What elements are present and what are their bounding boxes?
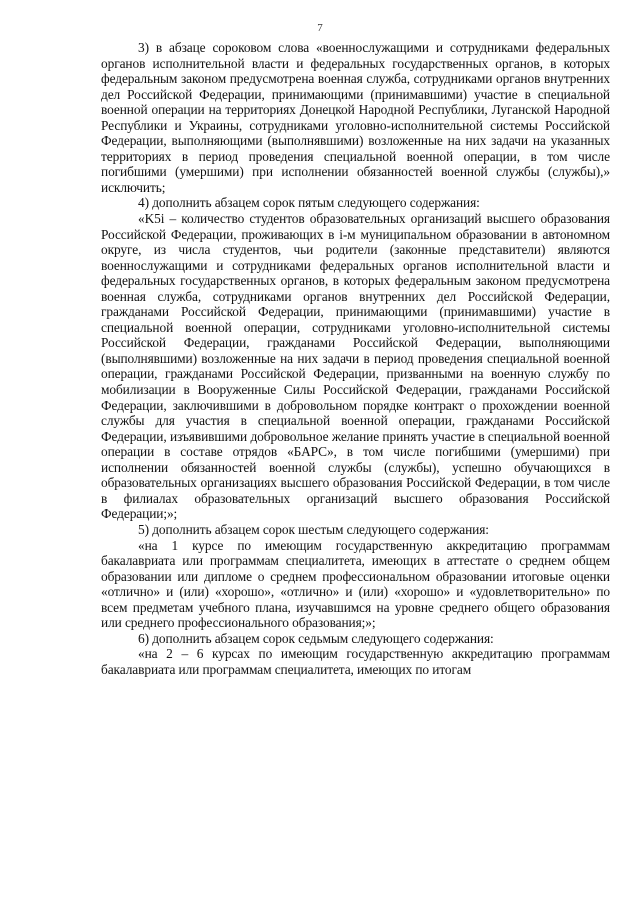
paragraph-item-5-intro: 5) дополнить абзацем сорок шестым следующего содержания: bbox=[138, 521, 489, 537]
paragraph-item-4-intro: 4) дополнить абзацем сорок пятым следующего содержания: bbox=[138, 195, 480, 211]
paragraph-k5i-definition: «K5i – количество студентов образовательных организаций высшего образования Российской Федерации, проживающих в i-м муниципальном образовании в автономном округе, из числа студентов, чьи родители (законные представители) являются военнослужащими и сотрудниками федеральных органов исполнительной власти и федеральных государственных органов, в которых федеральным законом предусмотрена военная служба, сотрудниками органов внутренних дел Российской Федерации, гражданами Российской Федерации, принимающими (принимавшими) участие в специальной военной операции, сотрудниками уголовно-исполнительной системы Российской Федерации, гражданами Российской Федерации, выполняющими (выполнявшими) возложенные на них задачи в период проведения специальной военной операции, гражданами Российской Федерации, призванными на военную службу по мобилизации в Вооруженные Силы Российской Федерации, гражданами Российской Федерации, заключившими в добровольном порядке контракт о прохождении военной службы для участия в специальной военной операции, гражданами Российской Федерации, изъявившими добровольное желание принять участие в специальной военной операции в составе отрядов «БАРС», в том числе погибшими (умершими) при исполнении обязанностей военной службы (службы), успешно обучающихся в образовательных организациях высшего образования Российской Федерации, в том числе в филиалах образовательных организаций высшего образования Российской Федерации;»; bbox=[101, 211, 610, 522]
paragraph-item-3: 3) в абзаце сороковом слова «военнослужащими и сотрудниками федеральных органов исполнительной власти и федеральных государственных органов, в которых федеральным законом предусмотрена военная служба, сотрудниками органов внутренних дел Российской Федерации, принимающими (принимавшими) участие в специальной военной операции на территориях Донецкой Народной Республики, Луганской Народной Республики и Украины, сотрудниками уголовно-исполнительной системы Российской Федерации, выполняющими (выполнявшими) возложенные на них задачи на указанных территориях в период проведения специальной военной операции, в том числе погибшими (умершими) при исполнении обязанностей военной службы (службы),» исключить; bbox=[101, 40, 610, 195]
paragraph-item-6-intro: 6) дополнить абзацем сорок седьмым следующего содержания: bbox=[138, 630, 494, 646]
paragraph-first-course-text: «на 1 курсе по имеющим государственную аккредитацию программам бакалавриата или программам специалитета, имеющих в аттестате о среднем общем образовании или дипломе о среднем профессиональном образовании итоговые оценки «отлично» и (или) «хорошо», «отлично» и (или) «хорошо» и «удовлетворительно» по всем предметам учебного плана, изучавшимся на уровне среднего общего образования или среднего профессионального образования;»; bbox=[101, 537, 610, 631]
page-number: 7 bbox=[317, 22, 323, 34]
document-body bbox=[101, 40, 610, 677]
paragraph-courses-2-6-text: «на 2 – 6 курсах по имеющим государственную аккредитацию программам бакалавриата или программам специалитета, имеющих по итогам bbox=[101, 646, 610, 677]
